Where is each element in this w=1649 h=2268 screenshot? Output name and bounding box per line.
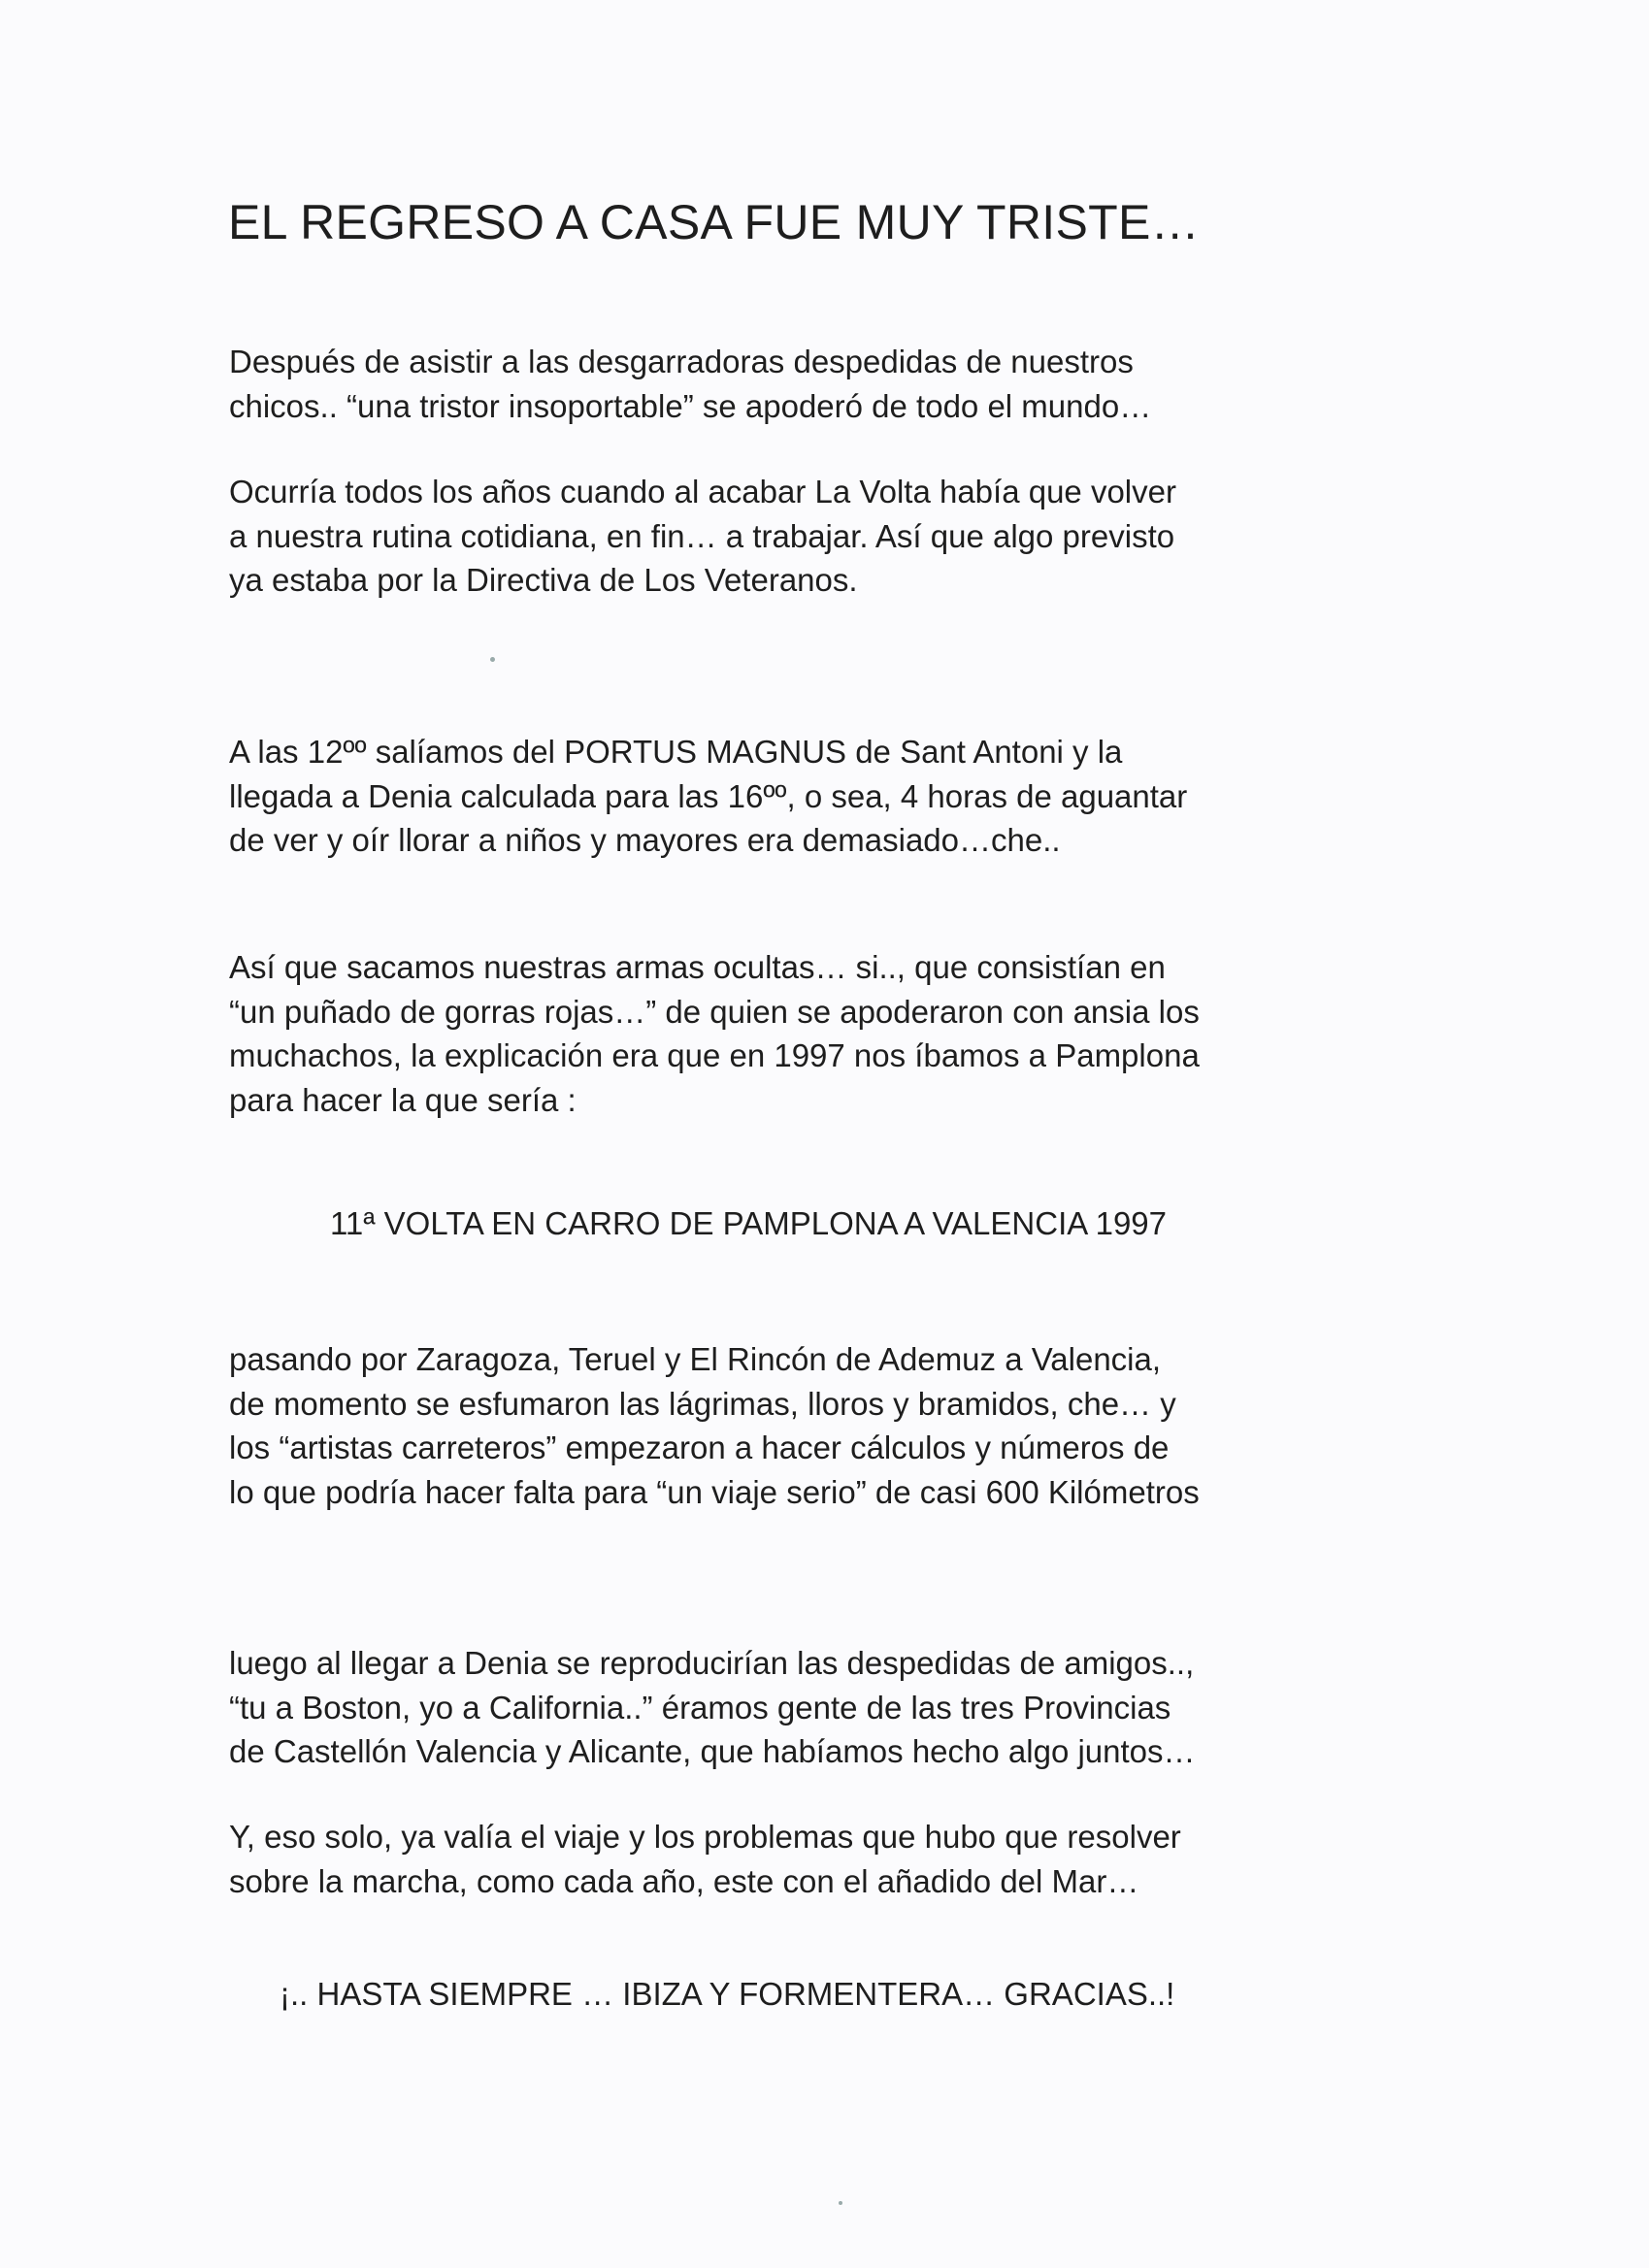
text-line: los “artistas carreteros” empezaron a hacer cálculos y números de bbox=[229, 1430, 1170, 1465]
paragraph-7 bbox=[229, 1815, 1181, 1903]
text-line: lo que podría hacer falta para “un viaje serio” de casi 600 Kilómetros bbox=[229, 1473, 1200, 1510]
document-title: EL REGRESO A CASA FUE MUY TRISTE… bbox=[228, 195, 1200, 249]
paragraph-3 bbox=[229, 730, 1187, 863]
paragraph-1 bbox=[229, 340, 1151, 428]
text-line: de ver y oír llorar a niños y mayores era demasiado…che.. bbox=[229, 822, 1061, 858]
paragraph-4 bbox=[229, 945, 1200, 1122]
text-line: chicos.. “una tristor insoportable” se apoderó de todo el mundo… bbox=[229, 387, 1152, 424]
text-line: a nuestra rutina cotidiana, en fin… a trabajar. Así que algo previsto bbox=[229, 517, 1175, 554]
text-line: “tu a Boston, yo a California..” éramos gente de las tres Provincias bbox=[229, 1689, 1171, 1726]
text-line: pasando por Zaragoza, Teruel y El Rincón de Ademuz a Valencia, bbox=[229, 1341, 1162, 1377]
text-line: para hacer la que sería : bbox=[229, 1081, 577, 1118]
text-line: Después de asistir a las desgarradoras despedidas de nuestros bbox=[229, 344, 1134, 379]
paragraph-2 bbox=[229, 470, 1176, 603]
text-line: luego al llegar a Denia se reproducirían las despedidas de amigos.., bbox=[229, 1645, 1195, 1681]
scan-speck bbox=[839, 2201, 842, 2205]
text-line: Ocurría todos los años cuando al acabar La Volta había que volver bbox=[229, 474, 1176, 509]
scan-speck bbox=[490, 657, 495, 662]
text-line: Y, eso solo, ya valía el viaje y los problemas que hubo que resolver bbox=[229, 1819, 1181, 1855]
paragraph-6 bbox=[229, 1641, 1196, 1774]
text-line: llegada a Denia calculada para las 16ºº, o sea, 4 horas de aguantar bbox=[229, 777, 1188, 814]
text-line: “un puñado de gorras rojas…” de quien se apoderaron con ansia los bbox=[229, 993, 1200, 1030]
text-line: muchachos, la explicación era que en 1997 nos íbamos a Pamplona bbox=[229, 1037, 1200, 1073]
closing-line: ¡.. HASTA SIEMPRE … IBIZA Y FORMENTERA… GRACIAS..! bbox=[280, 1976, 1175, 2012]
text-line: de momento se esfumaron las lágrimas, lloros y bramidos, che… y bbox=[229, 1385, 1176, 1422]
text-line: de Castellón Valencia y Alicante, que habíamos hecho algo juntos… bbox=[229, 1733, 1196, 1769]
paragraph-5 bbox=[229, 1337, 1200, 1514]
text-line: A las 12ºº salíamos del PORTUS MAGNUS de Sant Antoni y la bbox=[229, 734, 1123, 770]
text-line: ya estaba por la Directiva de Los Veteranos. bbox=[229, 562, 858, 598]
text-line: sobre la marcha, como cada año, este con el añadido del Mar… bbox=[229, 1862, 1139, 1899]
centered-heading: 11ª VOLTA EN CARRO DE PAMPLONA A VALENCIA 1997 bbox=[330, 1205, 1168, 1241]
text-line: Así que sacamos nuestras armas ocultas… si.., que consistían en bbox=[229, 949, 1166, 985]
